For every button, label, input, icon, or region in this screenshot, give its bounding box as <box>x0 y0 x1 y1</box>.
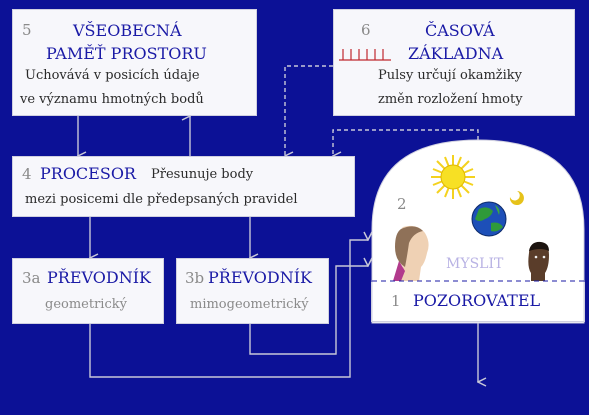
converter-a-desc: geometrický <box>45 297 127 312</box>
memory-desc-line1: Uchovává v posicích údaje <box>25 68 200 83</box>
converter-a-number: 3a <box>22 269 41 287</box>
clock-number: 6 <box>361 21 371 39</box>
nongeometric-converter-box <box>176 258 329 324</box>
converter-b-number: 3b <box>185 269 205 287</box>
clock-title-line1: ČASOVÁ <box>425 21 495 40</box>
memory-number: 5 <box>22 21 32 39</box>
memory-box <box>12 9 257 116</box>
converter-a-title: PŘEVODNÍK <box>47 268 151 287</box>
processor-title: PROCESOR <box>40 164 136 183</box>
geometric-converter-box <box>12 258 164 324</box>
observer-box <box>371 282 585 322</box>
dashed-clock-to-processor <box>285 66 333 156</box>
memory-title-line1: VŠEOBECNÁ <box>73 21 182 40</box>
world-number: 2 <box>397 195 407 213</box>
clock-desc-line1: Pulsy určují okamžiky <box>378 68 522 83</box>
memory-title-line2: PAMĚŤ PROSTORU <box>46 44 207 63</box>
memory-desc-line2: ve významu hmotných bodů <box>20 92 204 107</box>
observer-number: 1 <box>391 292 401 310</box>
converter-b-title: PŘEVODNÍK <box>208 268 312 287</box>
processor-desc-line1: Přesunuje body <box>151 167 254 182</box>
processor-desc-line2: mezi posicemi dle předepsaných pravidel <box>25 192 298 207</box>
processor-number: 4 <box>22 165 32 183</box>
processor-box <box>12 156 355 217</box>
clock-box <box>333 9 575 116</box>
pulse-train-icon <box>339 46 391 62</box>
observer-title: POZOROVATEL <box>413 291 541 310</box>
sun-icon <box>431 155 475 199</box>
earth-icon <box>472 202 506 236</box>
mind-label: MYSLIT <box>446 256 504 272</box>
clock-desc-line2: změn rozložení hmoty <box>378 92 523 107</box>
converter-b-desc: mimogeometrický <box>190 297 309 312</box>
clock-title-line2: ZÁKLADNA <box>408 44 504 63</box>
